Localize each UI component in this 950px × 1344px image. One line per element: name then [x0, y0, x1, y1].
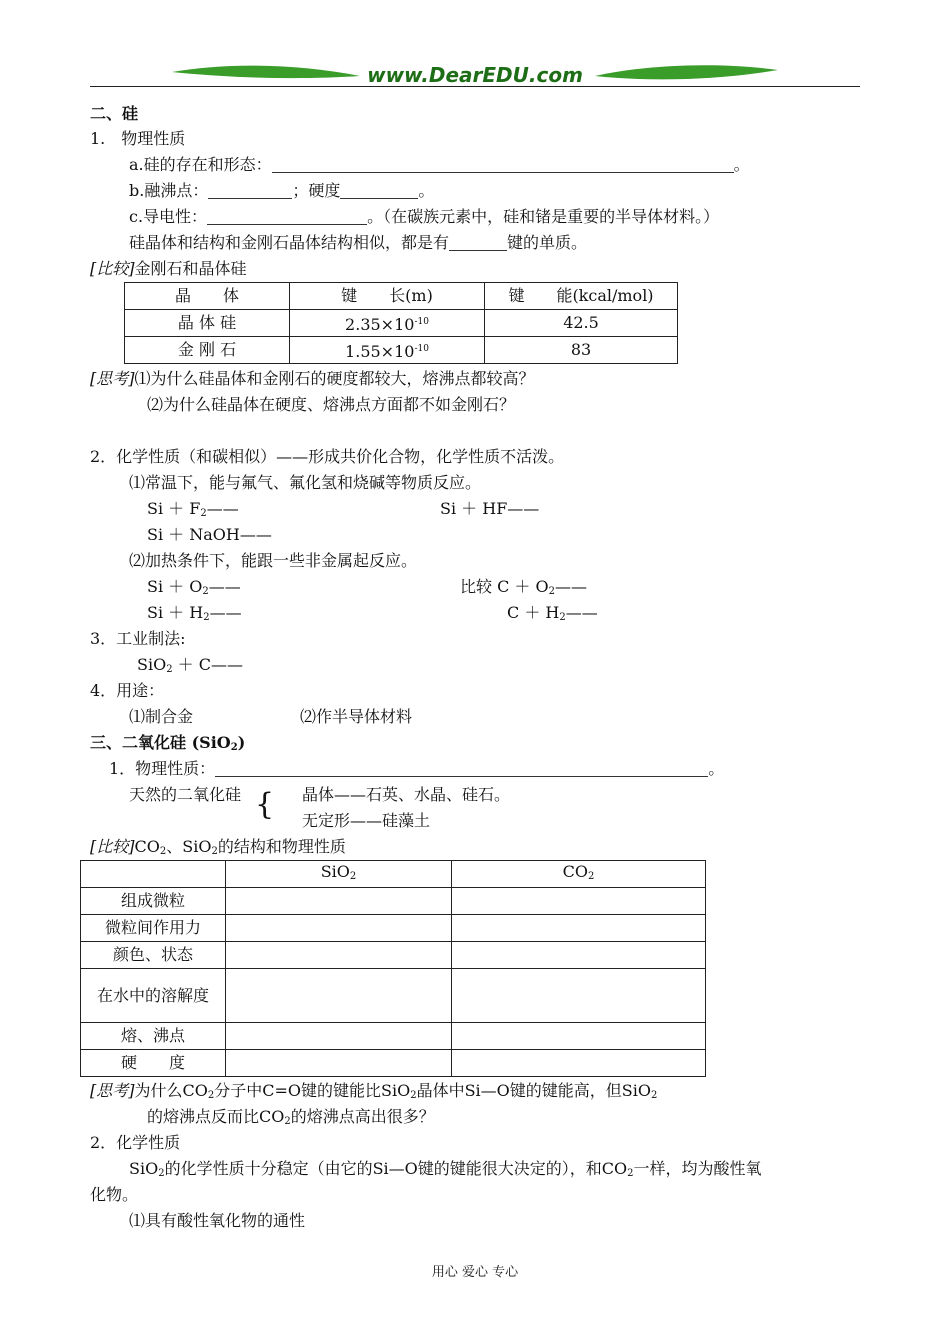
cell-sio2[interactable] — [226, 942, 452, 969]
table-row — [81, 1050, 706, 1077]
compare-tag: [比较] — [90, 259, 135, 278]
compare-heading-1 — [90, 259, 247, 279]
note-semiconductor: 。（在碳族元素中，硅和锗是重要的半导体材料。） — [367, 207, 720, 226]
label-conductivity: c.导电性： — [129, 207, 208, 226]
heading-sio2-chemical: 2．化学性质 — [90, 1133, 181, 1152]
th-co2: $CO_2$ — [452, 861, 706, 888]
cell-bond-length: $1.55\times 10^{-10}$ — [290, 337, 485, 364]
line-crystal-structure — [129, 233, 587, 253]
th-bond-length: 键 长(m) — [290, 283, 485, 310]
cell-sio2[interactable] — [226, 1023, 452, 1050]
banner-left-swoosh — [172, 66, 360, 78]
text-sio2-stable: SiO$_2$的化学性质十分稳定（由它的Si—O键的键能很大决定的），和$CO_2$一样，均为酸性氧 — [129, 1159, 762, 1179]
cell-co2[interactable] — [452, 969, 706, 1023]
table-row — [81, 942, 706, 969]
cell-bond-energy: 83 — [485, 337, 678, 364]
heading-chemical-properties: 2．化学性质（和碳相似）——形成共价化合物，化学性质不活泼。 — [90, 447, 565, 466]
use-alloy: ⑴制合金 — [129, 707, 194, 726]
compare-tag: [比较] — [90, 837, 135, 856]
cell-sio2[interactable] — [226, 915, 452, 942]
banner-right-swoosh — [595, 65, 778, 79]
row-label: 微粒间作用力 — [81, 915, 226, 942]
think-line-1 — [90, 369, 535, 389]
line-melting-hardness — [129, 181, 434, 201]
th-sio2: SiO$_2$ — [226, 861, 452, 888]
text-structure: 硅晶体和结构和金刚石晶体结构相似，都是有 — [129, 233, 450, 252]
header-banner — [0, 0, 950, 100]
th-bond-energy: 键 能(kcal/mol) — [485, 283, 678, 310]
row-label: 在水中的溶解度 — [81, 969, 226, 1023]
blank-bond-type[interactable] — [449, 234, 507, 251]
cell-co2[interactable] — [452, 1023, 706, 1050]
punct-end: 。 — [418, 181, 435, 200]
reaction-c-h2: $C + H_2——$ — [507, 603, 598, 623]
row-label: 熔、沸点 — [81, 1023, 226, 1050]
cell-bond-length: $2.35\times 10^{-10}$ — [290, 310, 485, 337]
blank-conductivity[interactable] — [207, 208, 367, 225]
heading-physical-properties: 1. 物理性质 — [90, 129, 186, 148]
row-label: 硬 度 — [81, 1050, 226, 1077]
reaction-si-hf: Si ＋ HF—— — [440, 499, 540, 518]
label-melting-point: b.融沸点： — [129, 181, 209, 200]
label-hardness: ；硬度 — [292, 181, 341, 200]
blank-melting-point[interactable] — [208, 182, 292, 199]
cell-sio2[interactable] — [226, 969, 452, 1023]
header-rule — [90, 86, 860, 87]
reaction-c-o2: 比较 $C + O_2——$ — [460, 577, 587, 597]
th-crystal: 晶 体 — [125, 283, 290, 310]
cell-bond-energy: 42.5 — [485, 310, 678, 337]
line-sio2-physical: 1．物理性质： 。 — [109, 759, 725, 778]
think-line-4: 的熔沸点反而比$CO_2$的熔沸点高出很多？ — [147, 1107, 435, 1127]
think-question-1: ⑴为什么硅晶体和金刚石的硬度都较大，熔沸点都较高？ — [134, 369, 535, 388]
table-diamond-vs-silicon — [124, 282, 678, 364]
brace-symbol: { — [255, 787, 275, 822]
cell-co2[interactable] — [452, 915, 706, 942]
use-semiconductor: ⑵作半导体材料 — [300, 707, 413, 726]
table-row — [81, 969, 706, 1023]
section-title-silicon: 二、硅 — [90, 104, 139, 123]
think-tag: [思考] — [90, 1081, 135, 1100]
compare-title: 金刚石和晶体硅 — [134, 259, 247, 278]
table-row — [81, 888, 706, 915]
reaction-si-h2: $Si + H_2——$ — [147, 603, 242, 623]
compare-heading-2: [比较]$CO_2$、SiO$_2$的结构和物理性质 — [90, 837, 346, 857]
cell-co2[interactable] — [452, 942, 706, 969]
reaction-sio2-c: SiO$_2$ ＋ C—— — [137, 655, 243, 675]
footer-slogan: 用心 爱心 专心 — [431, 1265, 519, 1280]
reaction-si-naoh: Si ＋ NaOH—— — [147, 525, 272, 544]
line-conductivity — [129, 207, 719, 227]
reaction-si-o2: $Si + O_2——$ — [147, 577, 241, 597]
table-row — [125, 337, 678, 364]
text-structure-end: 键的单质。 — [507, 233, 588, 252]
reaction-si-f2: $Si + F_2——$ — [147, 499, 239, 519]
text-amorphous: 无定形——硅藻土 — [302, 811, 431, 830]
punct-end: 。 — [733, 155, 750, 174]
site-logo-text: www.DearEDU.com — [367, 63, 583, 87]
cell-crystal-name: 晶 体 硅 — [125, 310, 290, 337]
cell-crystal-name: 金 刚 石 — [125, 337, 290, 364]
table-row — [81, 915, 706, 942]
text-crystalline: 晶体——石英、水晶、硅石。 — [302, 785, 511, 804]
cell-sio2[interactable] — [226, 1050, 452, 1077]
label-sio2-physical: 1．物理性质： — [109, 759, 216, 778]
label-existence-form: a.硅的存在和形态： — [129, 155, 272, 174]
th-empty — [81, 861, 226, 888]
blank-existence-form[interactable] — [272, 156, 734, 173]
cell-sio2[interactable] — [226, 888, 452, 915]
think-line-2: ⑵为什么硅晶体在硬度、熔沸点方面都不如金刚石？ — [147, 395, 516, 414]
row-label: 组成微粒 — [81, 888, 226, 915]
think-line-3: [思考]为什么$CO_2$分子中C=O键的键能比SiO$_2$晶体中Si—O键的键能高，但SiO$_2$ — [90, 1081, 658, 1101]
text-room-temp: ⑴常温下，能与氟气、氟化氢和烧碱等物质反应。 — [129, 473, 482, 492]
cell-co2[interactable] — [452, 888, 706, 915]
table-row — [81, 1023, 706, 1050]
table-row — [125, 310, 678, 337]
text-heating: ⑵加热条件下，能跟一些非金属起反应。 — [129, 551, 418, 570]
heading-industrial: 3．工业制法: — [90, 629, 186, 648]
table-co2-vs-sio2 — [80, 860, 706, 1077]
text-acidic-oxide: ⑴具有酸性氧化物的通性 — [129, 1211, 306, 1230]
cell-co2[interactable] — [452, 1050, 706, 1077]
think-tag: [思考] — [90, 369, 135, 388]
line-existence-form — [129, 155, 750, 175]
blank-hardness[interactable] — [340, 182, 418, 199]
text-sio2-stable-cont: 化物。 — [90, 1185, 139, 1204]
blank-sio2-physical[interactable] — [215, 760, 708, 777]
row-label: 颜色、状态 — [81, 942, 226, 969]
heading-uses: 4．用途： — [90, 681, 165, 700]
text-natural-sio2: 天然的二氧化硅 — [129, 785, 242, 804]
section-title-sio2: 三、二氧化硅 (SiO$_2$) — [90, 733, 246, 753]
